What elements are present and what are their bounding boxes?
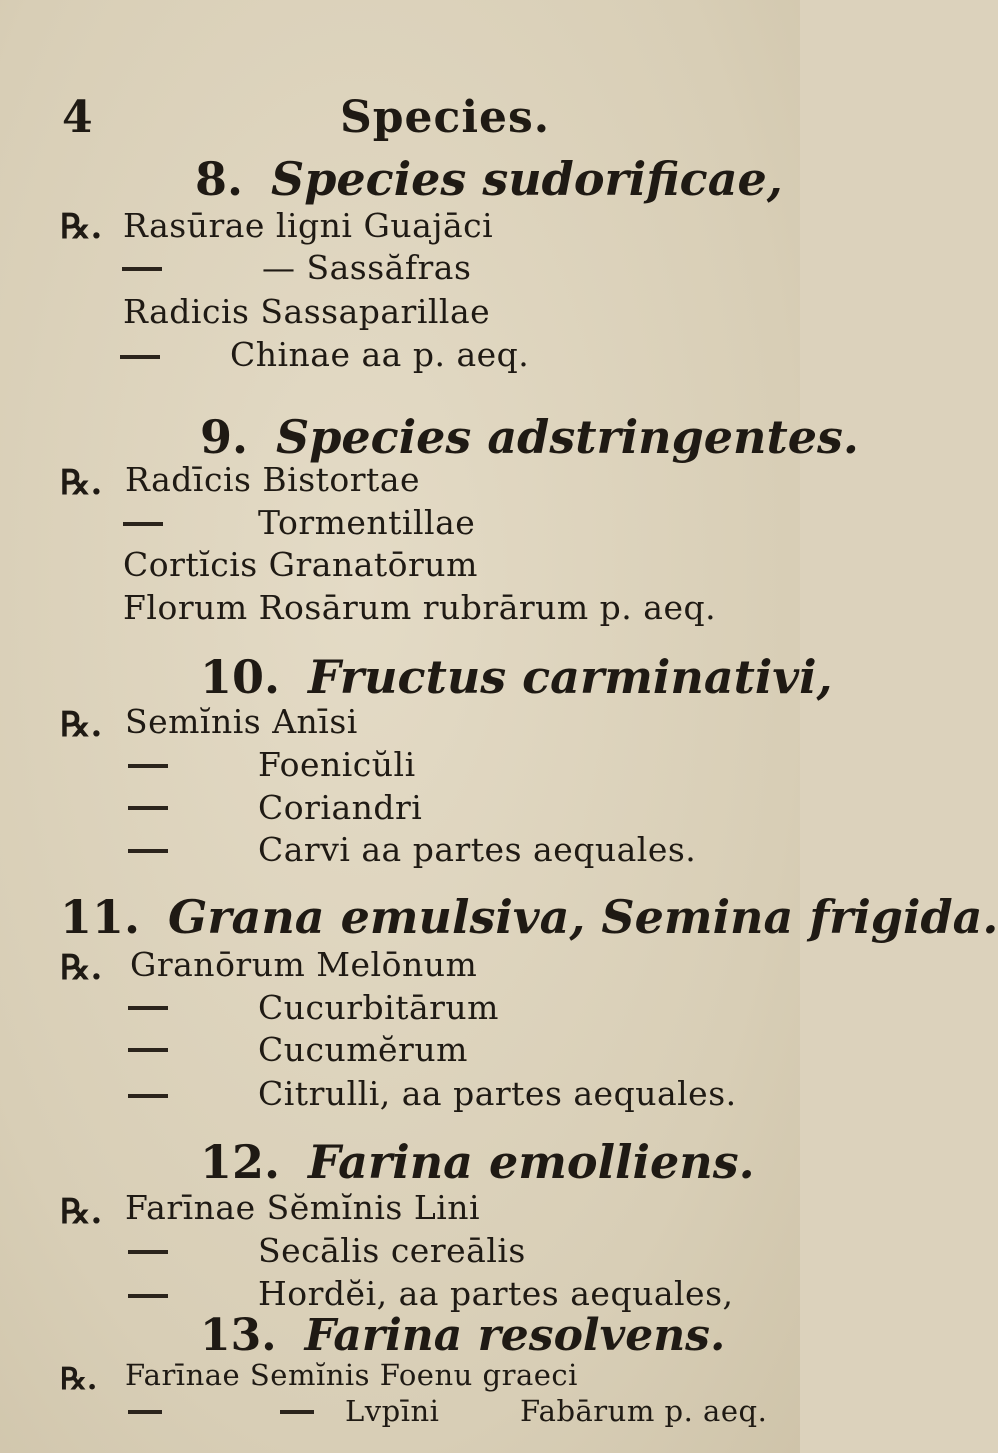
ingredient-line: Cucurbitārum <box>258 988 499 1027</box>
ingredient-line: Radīcis Bistortae <box>125 460 421 499</box>
ingredient-line: Chinae aa p. aeq. <box>230 335 530 374</box>
section-heading-11 <box>60 890 998 944</box>
section-title: Fructus carminativi, <box>308 650 833 704</box>
ingredient-line: Radicis Sassaparillae <box>123 292 491 331</box>
section-number: 11. <box>60 890 141 944</box>
ingredient-line: Fabārum p. aeq. <box>520 1394 768 1428</box>
section-heading-10 <box>200 650 833 704</box>
ingredient-line: Secālis cereālis <box>258 1231 526 1270</box>
section-heading-9 <box>200 410 859 464</box>
section-title: Species adstringentes. <box>276 410 859 464</box>
section-number: 9. <box>200 410 249 464</box>
ingredient-line: Lvpīni <box>345 1394 440 1428</box>
ingredient-line: Granōrum Melōnum <box>130 945 478 984</box>
ingredient-line: Farīnae Sĕmĭnis Lini <box>125 1188 481 1227</box>
ingredient-line: Coriandri <box>258 788 423 827</box>
section-number: 10. <box>200 650 281 704</box>
ingredient-line: Rasūrae ligni Guajāci <box>123 206 494 245</box>
ingredient-line: Tormentillae <box>258 503 476 542</box>
ingredient-line: Hordĕi, aa partes aequales, <box>258 1274 734 1313</box>
ditto-dash <box>128 1294 168 1298</box>
ditto-dash <box>128 1094 168 1098</box>
ingredient-line: Cucumĕrum <box>258 1030 468 1069</box>
page-number: 4 <box>62 92 93 143</box>
ditto-dash <box>128 1048 168 1052</box>
ingredient-line: Citrulli, aa partes aequales. <box>258 1074 737 1113</box>
section-heading-12 <box>200 1135 755 1189</box>
recipe-symbol: ℞. <box>60 463 103 503</box>
ditto-dash <box>128 849 168 853</box>
ingredient-line: Carvi aa partes aequales. <box>258 830 697 869</box>
ditto-dash <box>123 522 163 526</box>
recipe-symbol: ℞. <box>60 207 103 247</box>
section-number: 12. <box>200 1135 281 1189</box>
section-title: Farina emolliens. <box>308 1135 755 1189</box>
section-heading-8 <box>195 152 783 206</box>
ingredient-line: Cortĭcis Granatōrum <box>123 545 478 584</box>
section-title: Farina resolvens. <box>304 1310 726 1361</box>
recipe-symbol: ℞. <box>60 1192 103 1232</box>
ditto-dash <box>128 1006 168 1010</box>
ingredient-line: Florum Rosārum rubrārum p. aeq. <box>123 588 717 627</box>
ditto-dash <box>120 355 160 359</box>
ingredient-line: Foenicŭli <box>258 745 416 784</box>
ditto-dash <box>122 267 162 271</box>
section-number: 8. <box>195 152 244 206</box>
recipe-symbol: ℞. <box>60 948 103 988</box>
recipe-symbol: ℞. <box>60 1362 98 1397</box>
section-title: Grana emulsiva, Semina frigida. <box>168 890 998 944</box>
section-number: 13. <box>200 1310 277 1361</box>
ingredient-line: Farīnae Semĭnis Foenu graeci <box>125 1358 578 1392</box>
section-title: Species sudorificae, <box>271 152 783 206</box>
ingredient-line: Semĭnis Anīsi <box>125 702 358 741</box>
running-head: Species. <box>340 92 551 143</box>
ditto-dash <box>128 1250 168 1254</box>
ditto-dash <box>128 764 168 768</box>
recipe-symbol: ℞. <box>60 705 103 745</box>
ditto-dash <box>128 806 168 810</box>
ingredient-line: — Sassăfras <box>262 248 472 287</box>
